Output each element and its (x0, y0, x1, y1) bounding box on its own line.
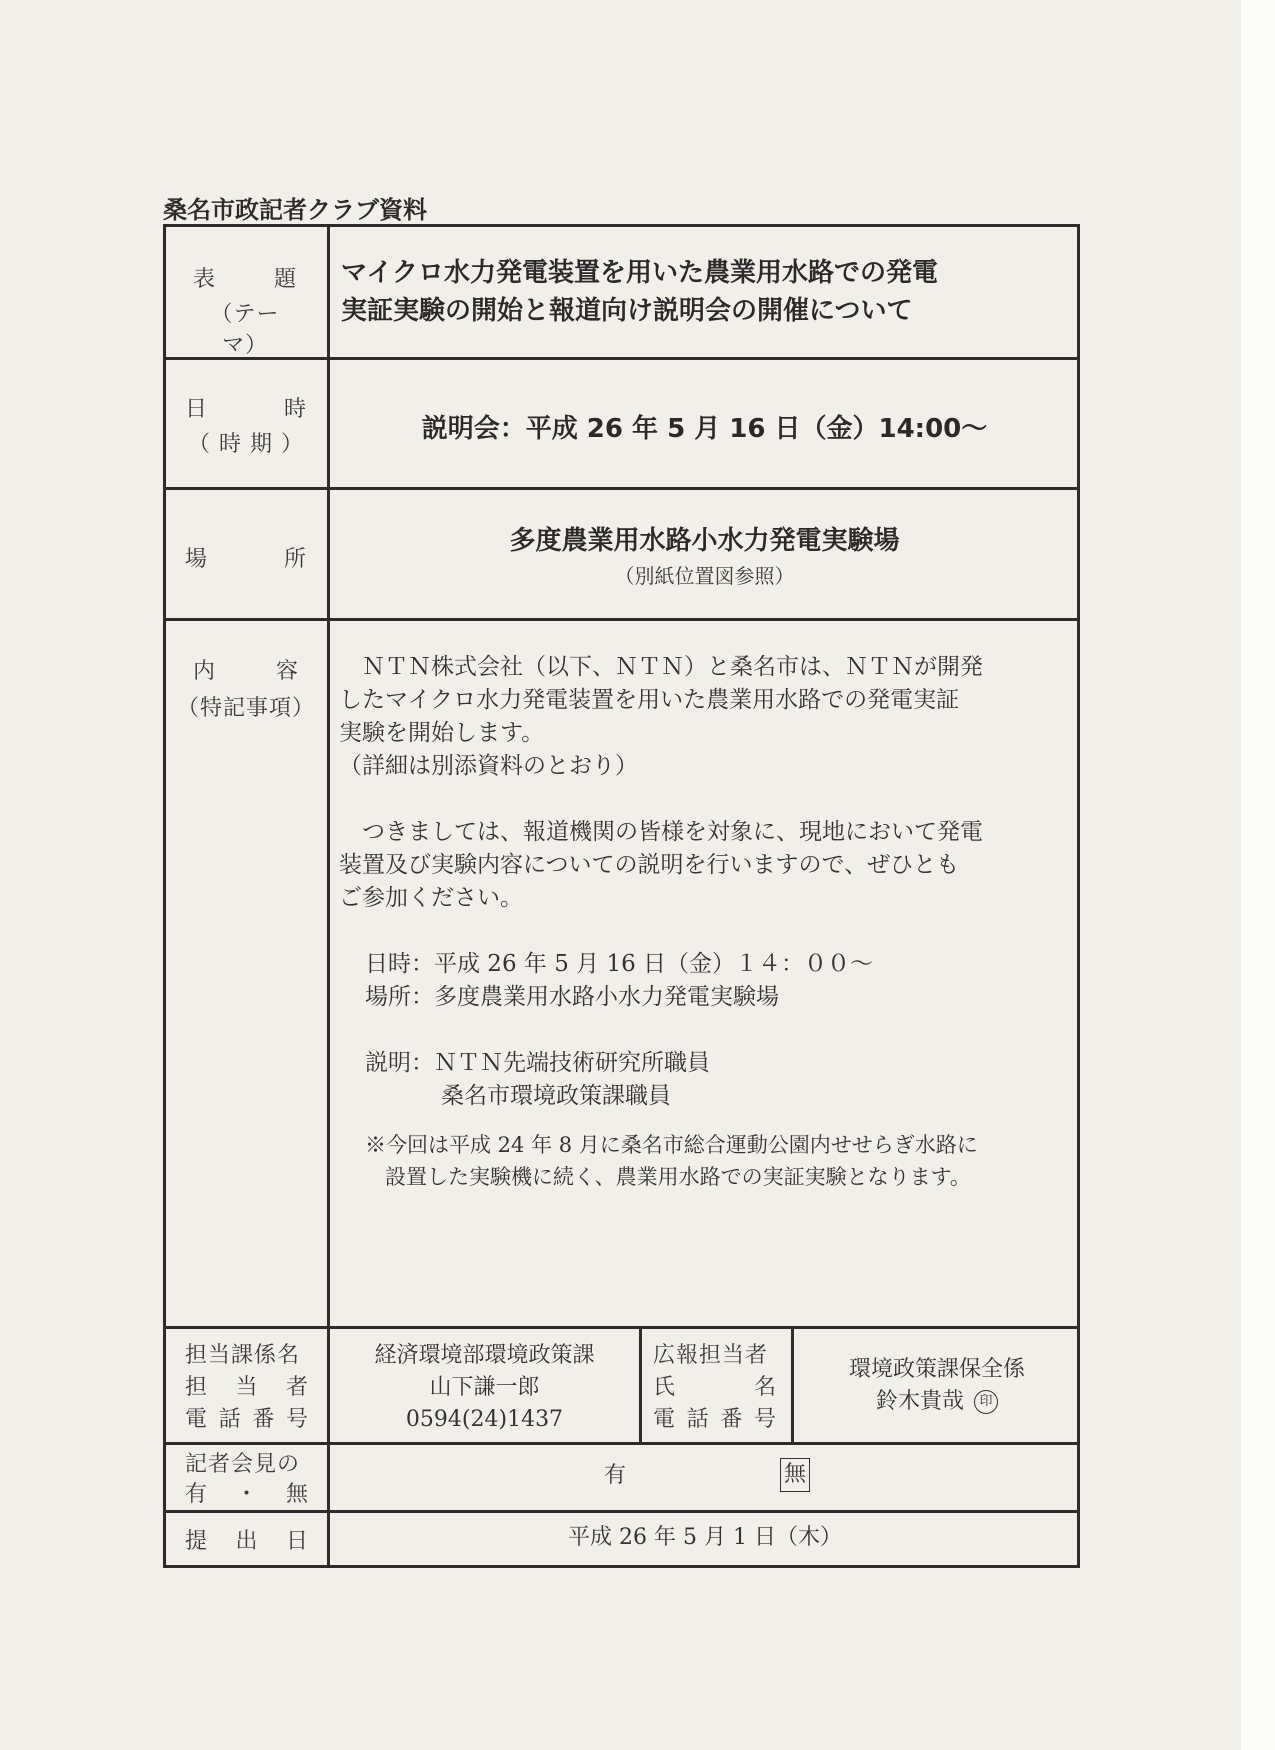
content-line: したマイクロ水力発電装置を用いた農業用水路での発電実証 (339, 687, 960, 713)
contact-dept: 経済環境部環境政策課 (374, 1343, 595, 1368)
schedule-place: 場所：多度農業用水路小水力発電実験場 (365, 984, 779, 1010)
press-release-form (163, 224, 1080, 1568)
contact-divider (639, 1326, 642, 1443)
content-line: （詳細は別添資料のとおり） (339, 753, 638, 779)
press-option-no-selected: 無 (780, 1458, 810, 1492)
pr-cell (794, 1354, 1080, 1418)
contact-dept-cell (330, 1340, 639, 1436)
submitted-date: 平成 26 年 5 月 1 日（木） (568, 1525, 842, 1550)
content-label: 内 容 （特記事項） (176, 659, 315, 721)
explainer-1: 説明：ＮＴＮ先端技術研究所職員 (365, 1050, 710, 1076)
row-divider (163, 1510, 1080, 1513)
header-title: 桑名市政記者クラブ資料 (163, 196, 427, 224)
schedule-time: 日時：平成 26 年 5 月 16 日（金）１４：００～ (365, 951, 874, 977)
note-line-2: 設置した実験機に続く、農業用水路での実証実験となります。 (385, 1165, 971, 1189)
content-line: ＮＴＮ株式会社（以下、ＮＴＮ）と桑名市は、ＮＴＮが開発 (339, 654, 983, 680)
note-line-1: ※今回は平成 24 年 8 月に桑名市総合運動公園内せせらぎ水路に (365, 1133, 978, 1157)
place-note: （別紙位置図参照） (614, 564, 795, 588)
content-line: つきましては、報道機関の皆様を対象に、現地において発電 (339, 819, 983, 845)
page-edge (1241, 0, 1275, 1750)
contact-label: 担当課係名 担 当 者 電 話 番 号 (185, 1343, 309, 1432)
contact-phone: 0594(24)1437 (405, 1407, 564, 1432)
content-line: 実験を開始します。 (339, 720, 545, 746)
row-divider (163, 487, 1080, 490)
row-divider (163, 1442, 1080, 1445)
pr-person: 鈴木貴哉 (875, 1389, 964, 1414)
submitted-label: 提 出 日 (185, 1529, 309, 1554)
datetime-value: 説明会：平成 26 年 5 月 16 日（金）14:00～ (421, 414, 988, 444)
row-divider (163, 1326, 1080, 1329)
explainer-2: 桑名市環境政策課職員 (441, 1083, 671, 1109)
pr-section: 環境政策課保全係 (848, 1357, 1025, 1382)
press-option-no (780, 1458, 810, 1492)
row-divider (163, 618, 1080, 621)
place-label: 場 所 (185, 547, 307, 572)
datetime-label: 日 時 （ 時 期 ） (185, 397, 307, 457)
place-value: 多度農業用水路小水力発電実験場 (509, 526, 900, 556)
subject-text: マイクロ水力発電装置を用いた農業用水路での発電 実証実験の開始と報道向け説明会の開催について (341, 258, 938, 326)
press-label: 記者会見の 有 ・ 無 (185, 1452, 309, 1507)
row-divider (163, 357, 1080, 360)
seal-icon: 印 (974, 1390, 998, 1414)
pr-label: 広報担当者 氏 名 電 話 番 号 (653, 1343, 777, 1432)
press-option-yes: 有 (604, 1463, 627, 1488)
content-line: ご参加ください。 (339, 885, 523, 911)
subject-label: 表 題 （テーマ） (193, 267, 297, 358)
contact-person: 山下謙一郎 (429, 1375, 540, 1400)
content-line: 装置及び実験内容についての説明を行いますので、ぜひとも (339, 852, 960, 878)
content-body (339, 651, 1071, 1193)
